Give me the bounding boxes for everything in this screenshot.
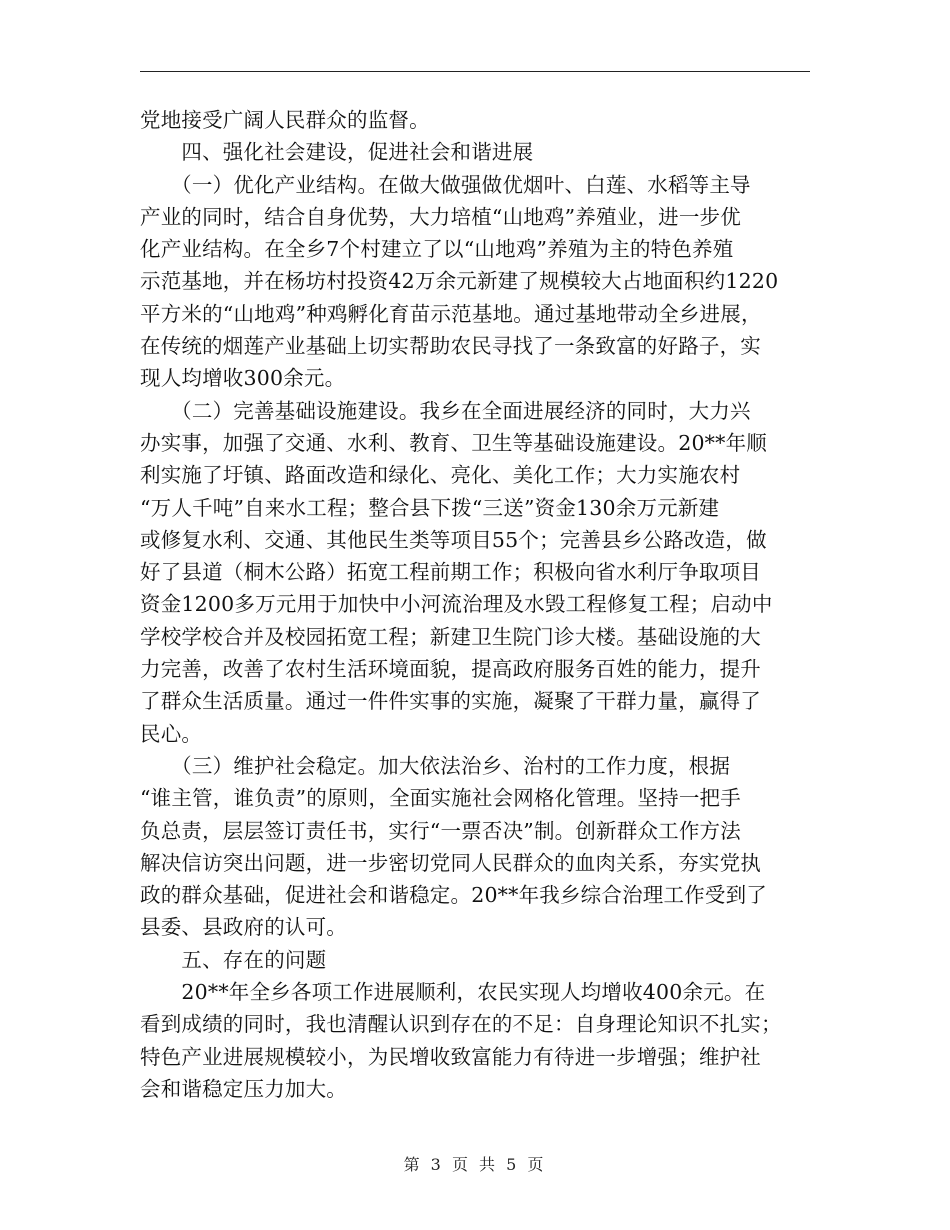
text-line: （二）完善基础设施建设。我乡在全面进展经济的同时，大力兴 bbox=[140, 398, 751, 423]
document-body bbox=[140, 104, 812, 1105]
text-line: 资金1200多万元用于加快中小河流治理及水毁工程修复工程；启动中 bbox=[140, 592, 773, 617]
text-line: “谁主管，谁负责”的原则，全面实施社会网格化管理。坚持一把手 bbox=[140, 786, 741, 811]
text-line: 四、强化社会建设，促进社会和谐进展 bbox=[140, 140, 534, 165]
text-line: （三）维护社会稳定。加大依法治乡、治村的工作力度，根据 bbox=[140, 753, 731, 778]
text-line: 了群众生活质量。通过一件件实事的实施，凝聚了干群力量，赢得了 bbox=[140, 689, 761, 714]
text-line: 特色产业进展规模较小，为民增收致富能力有待进一步增强；维护社 bbox=[140, 1044, 761, 1069]
text-line: 政的群众基础，促进社会和谐稳定。20**年我乡综合治理工作受到了 bbox=[140, 883, 767, 908]
text-line: 平方米的“山地鸡”种鸡孵化育苗示范基地。通过基地带动全乡进展， bbox=[140, 301, 762, 326]
text-line: 会和谐稳定压力加大。 bbox=[140, 1076, 347, 1101]
text-line: 或修复水利、交通、其他民生类等项目55个；完善县乡公路改造，做 bbox=[140, 527, 767, 552]
text-line: 好了县道（桐木公路）拓宽工程前期工作；积极向省水利厅争取项目 bbox=[140, 560, 761, 585]
text-line: 五、存在的问题 bbox=[140, 947, 327, 972]
text-line: 20**年全乡各项工作进展顺利，农民实现人均增收400余元。在 bbox=[140, 980, 766, 1005]
header-rule bbox=[140, 71, 810, 72]
text-line: 解决信访突出问题，进一步密切党同人民群众的血肉关系，夯实党执 bbox=[140, 850, 761, 875]
page-footer: 第 3 页 共 5 页 bbox=[403, 1155, 547, 1174]
text-line: 学校学校合并及校园拓宽工程；新建卫生院门诊大楼。基础设施的大 bbox=[140, 624, 761, 649]
text-line: 力完善，改善了农村生活环境面貌，提高政府服务百姓的能力，提升 bbox=[140, 657, 761, 682]
text-line: 产业的同时，结合自身优势，大力培植“山地鸡”养殖业，进一步优 bbox=[140, 204, 741, 229]
text-line: 利实施了圩镇、路面改造和绿化、亮化、美化工作；大力实施农村 bbox=[140, 463, 741, 488]
text-line: 党地接受广阔人民群众的监督。 bbox=[140, 108, 430, 132]
text-line: 办实事，加强了交通、水利、教育、卫生等基础设施建设。20**年顺 bbox=[140, 430, 767, 455]
text-line: 看到成绩的同时，我也清醒认识到存在的不足：自身理论知识不扎实； bbox=[140, 1012, 782, 1037]
text-line: “万人千吨”自来水工程；整合县下拨“三送”资金130余万元新建 bbox=[140, 495, 720, 520]
text-line: 负总责，层层签订责任书，实行“一票否决”制。创新群众工作方法 bbox=[140, 818, 741, 843]
text-line: 化产业结构。在全乡7个村建立了以“山地鸡”养殖为主的特色养殖 bbox=[140, 237, 734, 262]
text-line: 在传统的烟莲产业基础上切实帮助农民寻找了一条致富的好路子，实 bbox=[140, 334, 761, 359]
text-line: 民心。 bbox=[140, 721, 203, 746]
text-line: 现人均增收300余元。 bbox=[140, 366, 346, 391]
text-line: 县委、县政府的认可。 bbox=[140, 915, 347, 940]
text-line: （一）优化产业结构。在做大做强做优烟叶、白莲、水稻等主导 bbox=[140, 172, 751, 197]
text-line: 示范基地，并在杨坊村投资42万余元新建了规模较大占地面积约1220 bbox=[140, 269, 779, 294]
